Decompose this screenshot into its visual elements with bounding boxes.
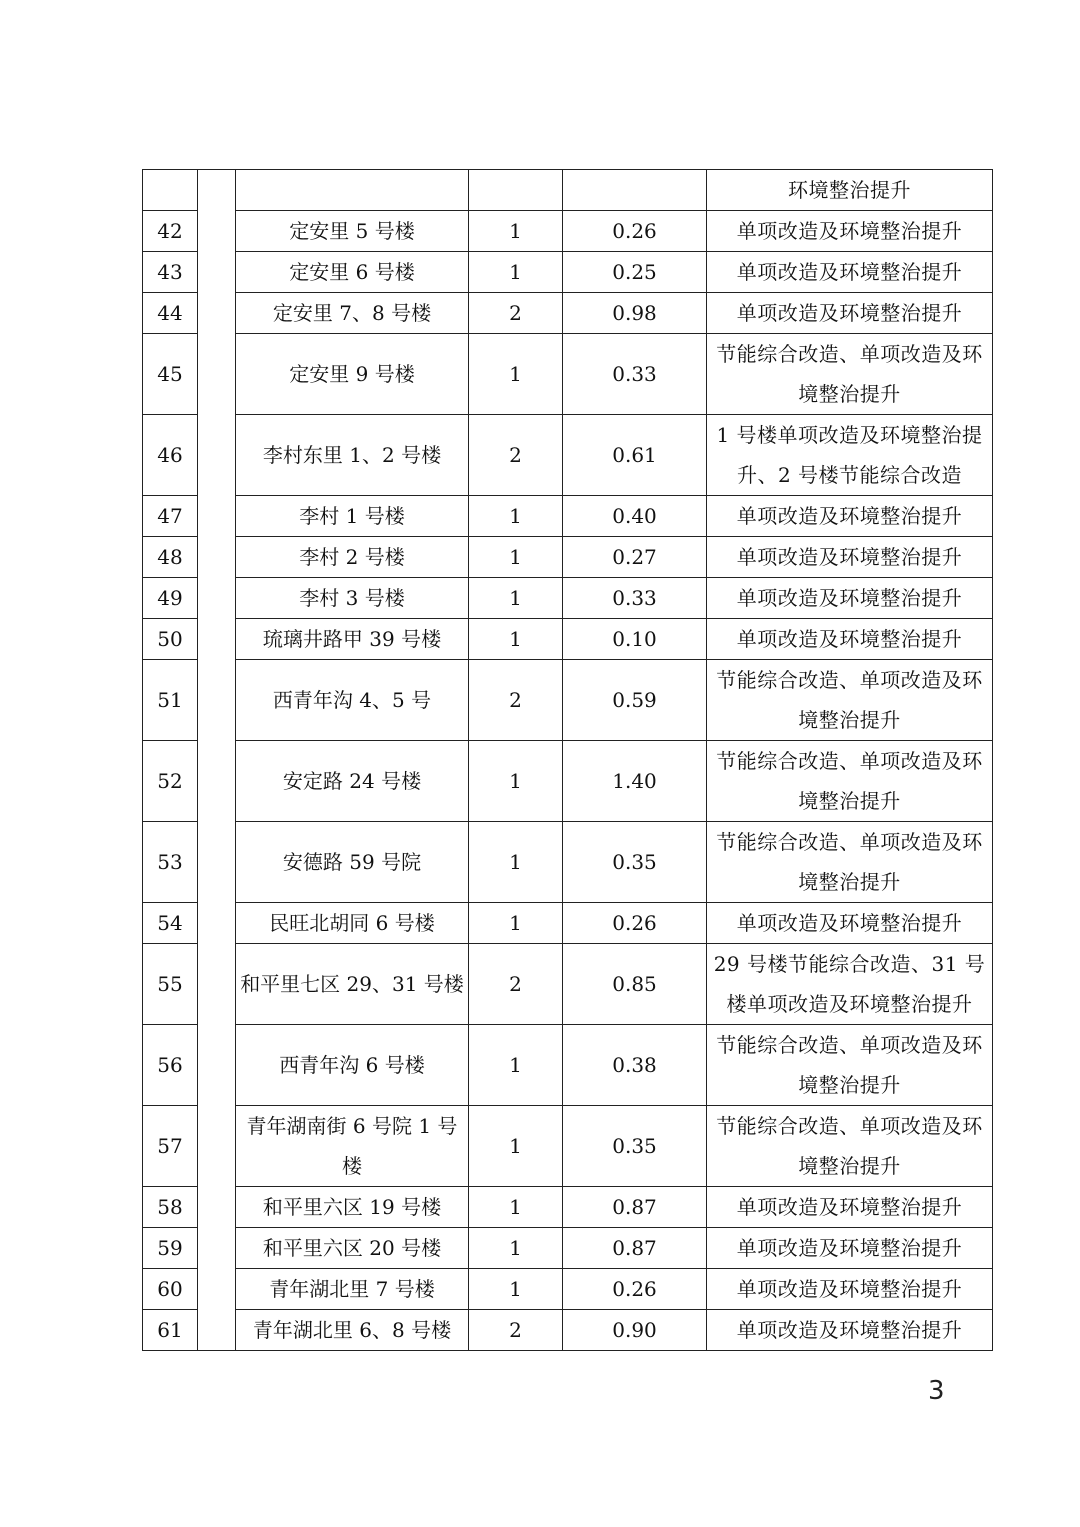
renovation-content-cell: 节能综合改造、单项改造及环境整治提升: [707, 1025, 993, 1106]
row-number-cell: 54: [143, 903, 198, 944]
renovation-content-cell: 29 号楼节能综合改造、31 号楼单项改造及环境整治提升: [707, 944, 993, 1025]
area-cell: 0.25: [563, 252, 707, 293]
building-name-cell: 定安里 7、8 号楼: [236, 293, 469, 334]
building-name-cell: 和平里七区 29、31 号楼: [236, 944, 469, 1025]
table-row: [143, 1228, 993, 1269]
building-name-cell: 和平里六区 19 号楼: [236, 1187, 469, 1228]
row-number-cell: 46: [143, 415, 198, 496]
area-cell: 0.61: [563, 415, 707, 496]
row-number-cell: 59: [143, 1228, 198, 1269]
building-name-cell: 民旺北胡同 6 号楼: [236, 903, 469, 944]
row-number-cell: 43: [143, 252, 198, 293]
page-number: 3: [928, 1376, 945, 1406]
area-cell: 0.35: [563, 1106, 707, 1187]
building-name-cell: 李村 1 号楼: [236, 496, 469, 537]
building-count-cell: 1: [469, 1106, 563, 1187]
table-row: [143, 1106, 993, 1187]
merged-category-cell: [198, 170, 236, 1351]
building-count-cell: 1: [469, 1269, 563, 1310]
table-row: [143, 496, 993, 537]
building-name-cell: 西青年沟 4、5 号: [236, 660, 469, 741]
area-cell: 0.26: [563, 1269, 707, 1310]
building-count-cell: 1: [469, 619, 563, 660]
area-cell: 0.40: [563, 496, 707, 537]
row-number-cell: 42: [143, 211, 198, 252]
row-number-cell: 48: [143, 537, 198, 578]
building-name-cell: 定安里 6 号楼: [236, 252, 469, 293]
area-cell: 0.87: [563, 1228, 707, 1269]
row-number-cell: 52: [143, 741, 198, 822]
building-count-cell: 1: [469, 334, 563, 415]
table-row: [143, 415, 993, 496]
building-name-cell: 定安里 9 号楼: [236, 334, 469, 415]
row-number-cell: 57: [143, 1106, 198, 1187]
renovation-content-cell: 单项改造及环境整治提升: [707, 496, 993, 537]
renovation-content-cell: 单项改造及环境整治提升: [707, 903, 993, 944]
renovation-content-cell: 单项改造及环境整治提升: [707, 1228, 993, 1269]
row-number-cell: 51: [143, 660, 198, 741]
row-number-cell: 58: [143, 1187, 198, 1228]
area-cell: 0.59: [563, 660, 707, 741]
table-row: [143, 211, 993, 252]
building-count-cell: 1: [469, 822, 563, 903]
building-name-cell: 青年湖北里 7 号楼: [236, 1269, 469, 1310]
renovation-content-cell: 节能综合改造、单项改造及环境整治提升: [707, 822, 993, 903]
renovation-content-cell: 单项改造及环境整治提升: [707, 211, 993, 252]
building-count-cell: 1: [469, 741, 563, 822]
row-number-cell: 56: [143, 1025, 198, 1106]
building-count-cell: [469, 170, 563, 211]
area-cell: 0.10: [563, 619, 707, 660]
building-count-cell: 2: [469, 415, 563, 496]
area-cell: 0.33: [563, 334, 707, 415]
row-number-cell: 53: [143, 822, 198, 903]
area-cell: 0.27: [563, 537, 707, 578]
table-row: [143, 741, 993, 822]
building-count-cell: 1: [469, 1228, 563, 1269]
building-count-cell: 1: [469, 578, 563, 619]
building-name-cell: 青年湖北里 6、8 号楼: [236, 1310, 469, 1351]
building-name-cell: 青年湖南街 6 号院 1 号楼: [236, 1106, 469, 1187]
building-count-cell: 1: [469, 496, 563, 537]
building-name-cell: 西青年沟 6 号楼: [236, 1025, 469, 1106]
renovation-content-cell: 单项改造及环境整治提升: [707, 1310, 993, 1351]
renovation-content-cell: 单项改造及环境整治提升: [707, 293, 993, 334]
building-name-cell: 安定路 24 号楼: [236, 741, 469, 822]
renovation-content-cell: 单项改造及环境整治提升: [707, 619, 993, 660]
row-number-cell: 50: [143, 619, 198, 660]
table-row: [143, 619, 993, 660]
renovation-content-cell: 单项改造及环境整治提升: [707, 252, 993, 293]
area-cell: 0.90: [563, 1310, 707, 1351]
renovation-content-cell: 单项改造及环境整治提升: [707, 537, 993, 578]
row-number-cell: 49: [143, 578, 198, 619]
area-cell: 0.85: [563, 944, 707, 1025]
area-cell: 0.35: [563, 822, 707, 903]
building-name-cell: 李村 3 号楼: [236, 578, 469, 619]
row-number-cell: 47: [143, 496, 198, 537]
building-name-cell: [236, 170, 469, 211]
table-row: [143, 1269, 993, 1310]
table-row: [143, 170, 993, 211]
row-number-cell: 55: [143, 944, 198, 1025]
row-number-cell: 61: [143, 1310, 198, 1351]
renovation-content-cell: 单项改造及环境整治提升: [707, 578, 993, 619]
building-name-cell: 李村 2 号楼: [236, 537, 469, 578]
table-row: [143, 944, 993, 1025]
table-row: [143, 822, 993, 903]
building-count-cell: 1: [469, 903, 563, 944]
area-cell: 0.33: [563, 578, 707, 619]
area-cell: 0.87: [563, 1187, 707, 1228]
renovation-content-cell: 单项改造及环境整治提升: [707, 1269, 993, 1310]
renovation-content-cell: 1 号楼单项改造及环境整治提升、2 号楼节能综合改造: [707, 415, 993, 496]
building-count-cell: 2: [469, 1310, 563, 1351]
building-name-cell: 定安里 5 号楼: [236, 211, 469, 252]
table-row: [143, 293, 993, 334]
renovation-content-cell: 节能综合改造、单项改造及环境整治提升: [707, 1106, 993, 1187]
table-row: [143, 660, 993, 741]
row-number-cell: 44: [143, 293, 198, 334]
area-cell: 0.26: [563, 211, 707, 252]
area-cell: 0.38: [563, 1025, 707, 1106]
building-count-cell: 2: [469, 660, 563, 741]
table-row: [143, 334, 993, 415]
building-count-cell: 2: [469, 293, 563, 334]
table-row: [143, 1187, 993, 1228]
area-cell: 0.26: [563, 903, 707, 944]
table-row: [143, 252, 993, 293]
building-count-cell: 1: [469, 537, 563, 578]
building-name-cell: 和平里六区 20 号楼: [236, 1228, 469, 1269]
table-row: [143, 903, 993, 944]
table-row: [143, 1310, 993, 1351]
area-cell: 1.40: [563, 741, 707, 822]
renovation-content-cell: 节能综合改造、单项改造及环境整治提升: [707, 741, 993, 822]
renovation-content-cell: 单项改造及环境整治提升: [707, 1187, 993, 1228]
table-row: [143, 537, 993, 578]
renovation-content-cell: 节能综合改造、单项改造及环境整治提升: [707, 334, 993, 415]
building-count-cell: 1: [469, 1187, 563, 1228]
row-number-cell: [143, 170, 198, 211]
area-cell: 0.98: [563, 293, 707, 334]
building-name-cell: 李村东里 1、2 号楼: [236, 415, 469, 496]
building-name-cell: 琉璃井路甲 39 号楼: [236, 619, 469, 660]
renovation-content-cell: 节能综合改造、单项改造及环境整治提升: [707, 660, 993, 741]
table-row: [143, 1025, 993, 1106]
project-table: [142, 169, 993, 1351]
building-count-cell: 1: [469, 211, 563, 252]
area-cell: [563, 170, 707, 211]
table-row: [143, 578, 993, 619]
building-count-cell: 1: [469, 1025, 563, 1106]
row-number-cell: 45: [143, 334, 198, 415]
row-number-cell: 60: [143, 1269, 198, 1310]
building-count-cell: 1: [469, 252, 563, 293]
building-name-cell: 安德路 59 号院: [236, 822, 469, 903]
building-count-cell: 2: [469, 944, 563, 1025]
renovation-content-cell: 环境整治提升: [707, 170, 993, 211]
table-body: [143, 170, 993, 1351]
